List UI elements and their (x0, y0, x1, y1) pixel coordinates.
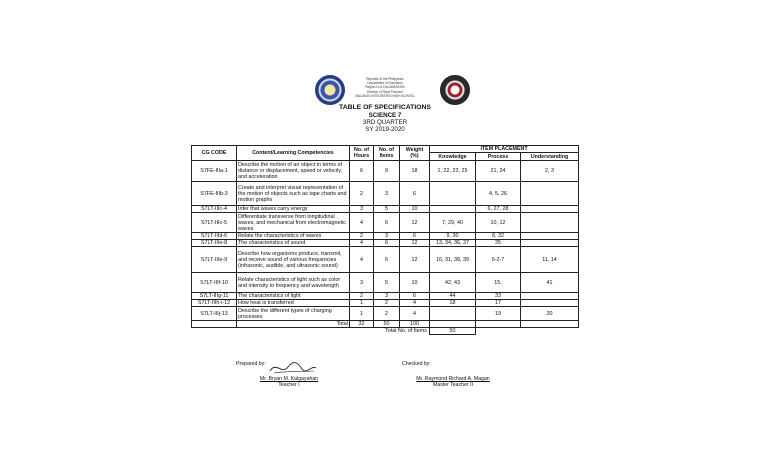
total-process-cell (476, 321, 521, 328)
letterhead-line: Region IV-A CALABARZON (365, 85, 405, 90)
cg-code-cell: S7LT-IIIc-4 (192, 206, 237, 213)
knowledge-cell: 42, 43 (430, 273, 476, 293)
total-items-label: Total No. of Items (385, 328, 427, 335)
cg-code-cell: S7LT-IIIg-11 (192, 293, 237, 300)
cg-code-cell: S7LT-IIId-6 (192, 233, 237, 240)
hours-cell: 3 (350, 206, 374, 213)
table-row (192, 293, 579, 300)
understanding-cell: 2, 3 (521, 161, 579, 182)
header-weight: Weight (%) (400, 146, 430, 161)
process-cell: 8, 32 (476, 233, 521, 240)
items-cell: 2 (374, 307, 400, 321)
checked-block (398, 376, 508, 388)
hours-cell: 2 (350, 233, 374, 240)
checked-title: Master Teacher II (433, 382, 473, 388)
items-cell: 3 (374, 293, 400, 300)
document-titles (250, 104, 520, 133)
weight-cell: 12 (400, 247, 430, 273)
knowledge-cell (430, 182, 476, 206)
table-row (192, 213, 579, 233)
items-cell: 5 (374, 273, 400, 293)
table-row (192, 161, 579, 182)
hours-cell: 3 (350, 273, 374, 293)
header-item-placement: ITEM PLACEMENT (430, 146, 579, 153)
hours-cell: 4 (350, 240, 374, 247)
items-cell: 6 (374, 213, 400, 233)
header-content: Content/Learning Competencies (237, 146, 350, 161)
cg-code-cell: S7LT-IIIj-13 (192, 307, 237, 321)
hours-cell: 2 (350, 293, 374, 300)
process-cell: 19 (476, 307, 521, 321)
items-cell: 3 (374, 233, 400, 240)
checked-by-label: Checked by: (402, 361, 431, 367)
weight-cell: 4 (400, 300, 430, 307)
total-row (192, 321, 579, 328)
understanding-cell (521, 233, 579, 240)
understanding-cell: 11, 14 (521, 247, 579, 273)
knowledge-cell: 16, 31, 38, 39 (430, 247, 476, 273)
total-label: Total (237, 321, 350, 328)
subject-title: SCIENCE 7 (368, 112, 402, 119)
knowledge-cell (430, 206, 476, 213)
letterhead-line: Republic of the Philippines (366, 77, 404, 81)
items-cell: 3 (374, 182, 400, 206)
prepared-title: Teacher I (278, 382, 300, 388)
competency-cell: Describe the motion of an object in terms of distance or displacement, speed or velocity, and acceleration (237, 161, 350, 182)
process-cell: 35 (476, 240, 521, 247)
prepared-name: Mr. Bryan M. Kalgayahan (259, 376, 319, 382)
understanding-cell (521, 293, 579, 300)
competency-cell: The characteristics of sound (237, 240, 350, 247)
items-cell: 6 (374, 247, 400, 273)
total-weight-cell: 100 (400, 321, 430, 328)
weight-cell: 12 (400, 240, 430, 247)
understanding-cell: 20 (521, 307, 579, 321)
total-items-value: 50 (430, 328, 476, 335)
weight-cell: 12 (400, 213, 430, 233)
header-process: Process (476, 153, 521, 161)
letterhead-line: Department of Education (367, 81, 403, 86)
hours-cell: 6 (350, 161, 374, 182)
process-cell: 10, 12 (476, 213, 521, 233)
header-cg-code: CG CODE (192, 146, 237, 161)
weight-cell: 10 (400, 273, 430, 293)
hours-cell: 1 (350, 300, 374, 307)
total-knowledge-cell (430, 321, 476, 328)
letterhead-line: Division of Rizal Province (367, 89, 403, 94)
items-cell: 9 (374, 161, 400, 182)
items-cell: 6 (374, 240, 400, 247)
competency-cell: The characteristics of light (237, 293, 350, 300)
cg-code-cell: S7LT-IIIe-9 (192, 247, 237, 273)
specifications-table (191, 145, 579, 335)
understanding-cell (521, 213, 579, 233)
process-cell: 4, 5, 26 (476, 182, 521, 206)
understanding-cell (521, 300, 579, 307)
knowledge-cell (430, 307, 476, 321)
process-cell: 6, 27, 28 (476, 206, 521, 213)
cg-code-cell: S7LT-IIIf-10 (192, 273, 237, 293)
hours-cell: 2 (350, 182, 374, 206)
school-year-label: SY 2019-2020 (365, 126, 405, 133)
table-row (192, 247, 579, 273)
understanding-cell: 41 (521, 273, 579, 293)
total-understanding-cell (521, 321, 579, 328)
competency-cell: Describe how organisms produce, transmit, and receive sound of various frequencies (infrasonic, audible, and ultrasonic sound) (237, 247, 350, 273)
table-row (192, 182, 579, 206)
total-hours-cell: 32 (350, 321, 374, 328)
weight-cell: 6 (400, 233, 430, 240)
cg-code-cell: S7LT-IIIh-i-12 (192, 300, 237, 307)
understanding-cell (521, 206, 579, 213)
hours-cell: 4 (350, 247, 374, 273)
items-cell: 5 (374, 206, 400, 213)
signature-scribble (268, 359, 318, 377)
table-row (192, 206, 579, 213)
cg-code-cell: S7FE-IIIa-1 (192, 161, 237, 182)
knowledge-cell: 18 (430, 300, 476, 307)
header-items: No. of Items (374, 146, 400, 161)
school-seal-logo (440, 75, 470, 105)
total-blank-cell (192, 321, 237, 328)
hours-cell: 4 (350, 213, 374, 233)
competency-cell: How heat is transferred (237, 300, 350, 307)
empty-cell (476, 328, 521, 335)
cg-code-cell: S7FE-IIIb-3 (192, 182, 237, 206)
knowledge-cell: 44 (430, 293, 476, 300)
table-row (192, 300, 579, 307)
process-cell: 33 (476, 293, 521, 300)
weight-cell: 6 (400, 293, 430, 300)
checked-name: Mr. Raymond Richard A. Magan (416, 376, 490, 382)
weight-cell: 10 (400, 206, 430, 213)
header-hours: No. of Hours (350, 146, 374, 161)
header-knowledge: Knowledge (430, 153, 476, 161)
competency-cell: Infer that waves carry energy (237, 206, 350, 213)
table-row (192, 233, 579, 240)
competency-cell: Create and interpret visual representation of the motion of objects such as tape charts and motion graphs (237, 182, 350, 206)
cg-code-cell: S7LT-IIIc-5 (192, 213, 237, 233)
understanding-cell (521, 240, 579, 247)
table-row (192, 307, 579, 321)
total-items-row (192, 328, 579, 335)
cg-code-cell: S7LT-IIIe-8 (192, 240, 237, 247)
competency-cell: Relate characteristics of light such as color and intensity to frequency and wavelength (237, 273, 350, 293)
total-items-cell: 50 (374, 321, 400, 328)
prepared-block (242, 376, 336, 388)
competency-cell: Differentiate transverse from longitudinal waves, and mechanical from electromagnetic waves (237, 213, 350, 233)
understanding-cell (521, 182, 579, 206)
quarter-label: 3RD QUARTER (362, 119, 408, 126)
process-cell: 15, (476, 273, 521, 293)
prepared-by-label: Prepared by: (236, 361, 266, 367)
header-understanding: Understanding (521, 153, 579, 161)
process-cell: II-2-7 (476, 247, 521, 273)
competency-cell: Relate the characteristics of waves (237, 233, 350, 240)
process-cell: 21, 24 (476, 161, 521, 182)
items-cell: 2 (374, 300, 400, 307)
weight-cell: 4 (400, 307, 430, 321)
empty-cell (521, 328, 579, 335)
competency-cell: Describe the different types of charging processes (237, 307, 350, 321)
letterhead-line: MALAKAS INTEGRATED HIGH SCHOOL (355, 93, 415, 98)
document-title: TABLE OF SPECIFICATIONS (339, 104, 431, 111)
table-row (192, 273, 579, 293)
weight-cell: 18 (400, 161, 430, 182)
process-cell: 17 (476, 300, 521, 307)
knowledge-cell: 1, 22, 23, 25 (430, 161, 476, 182)
hours-cell: 1 (350, 307, 374, 321)
knowledge-cell: 9, 30 (430, 233, 476, 240)
letterhead (335, 77, 435, 98)
weight-cell: 6 (400, 182, 430, 206)
knowledge-cell: 13, 34, 36, 37 (430, 240, 476, 247)
table-row (192, 240, 579, 247)
knowledge-cell: 7, 29, 40 (430, 213, 476, 233)
